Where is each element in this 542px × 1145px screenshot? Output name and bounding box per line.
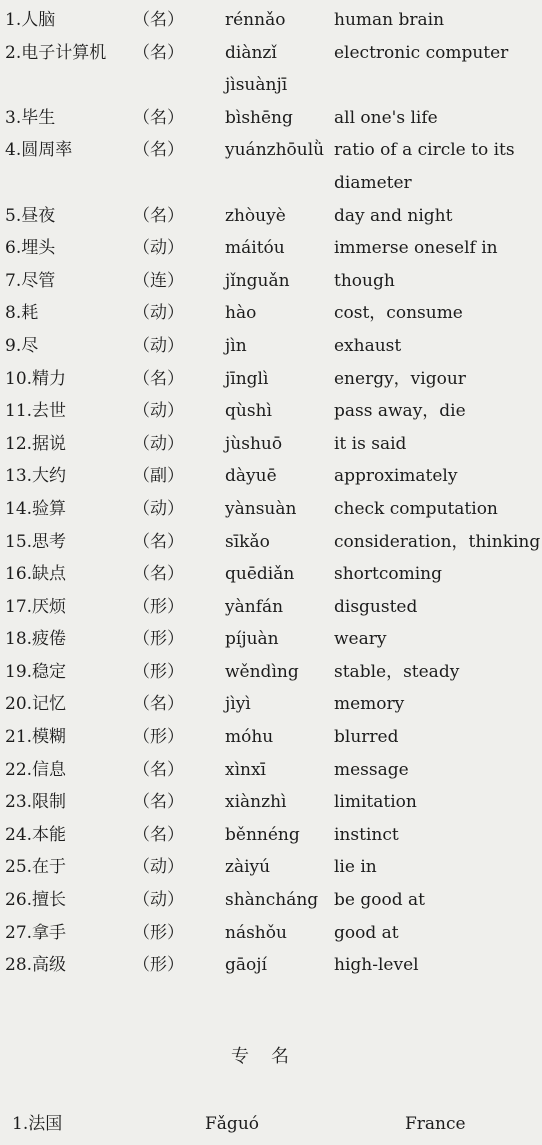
vocab-index: 8. (5, 303, 22, 324)
vocab-chinese: 在于 (32, 857, 67, 878)
vocab-pinyin: jǐnguǎn (225, 270, 290, 291)
vocab-word (5, 786, 66, 819)
vocab-pinyin: yànsuàn (225, 498, 297, 519)
vocab-index: 25. (5, 857, 33, 878)
vocab-row (0, 851, 542, 884)
vocab-meaning: though (334, 270, 395, 291)
vocab-pinyin: jìn (225, 335, 247, 356)
vocab-meaning: high-level (334, 955, 419, 976)
vocab-chinese: 验算 (32, 498, 67, 519)
vocab-chinese: 缺点 (32, 564, 67, 585)
vocab-word (5, 884, 66, 917)
vocab-meaning: limitation (334, 792, 417, 813)
vocab-meaning: energy，vigour (334, 368, 466, 389)
vocabulary-list (0, 4, 542, 982)
vocab-pos: （形） (133, 596, 184, 617)
vocab-index: 13. (5, 466, 33, 487)
vocab-chinese: 限制 (32, 792, 67, 813)
vocab-meaning: exhaust (334, 335, 402, 356)
vocab-pos: （动） (133, 401, 184, 422)
vocab-row (0, 460, 542, 493)
vocab-meaning: day and night (334, 205, 453, 226)
vocab-pos: （名） (133, 694, 184, 715)
vocab-word (5, 721, 66, 754)
vocab-pos: （名） (133, 564, 184, 585)
vocab-chinese: 拿手 (32, 922, 67, 943)
vocab-pos: （动） (133, 433, 184, 454)
vocab-row (0, 428, 542, 461)
vocab-index: 5. (5, 205, 22, 226)
vocab-index: 14. (5, 498, 33, 519)
vocab-chinese: 精力 (32, 368, 67, 389)
vocab-meaning: ratio of a circle to its (334, 140, 515, 161)
vocab-row (0, 297, 542, 330)
vocab-chinese: 尽管 (21, 270, 56, 291)
vocab-chinese: 埋头 (21, 238, 56, 259)
vocab-pos: （名） (133, 368, 184, 389)
vocab-word (5, 134, 72, 167)
vocab-pos: （副） (133, 466, 184, 487)
vocab-chinese: 大约 (32, 466, 67, 487)
vocab-pinyin: zàiyú (225, 857, 271, 878)
vocab-pinyin-continued: jìsuànjī (225, 75, 288, 96)
vocab-chinese: 昼夜 (21, 205, 56, 226)
vocab-meaning: message (334, 759, 409, 780)
vocab-index: 23. (5, 792, 33, 813)
vocab-meaning: human brain (334, 10, 445, 30)
vocab-pos: （动） (133, 238, 184, 259)
vocab-index: 12. (5, 433, 33, 454)
vocab-index: 7. (5, 270, 22, 291)
vocab-meaning: shortcoming (334, 564, 443, 585)
vocab-row (0, 949, 542, 982)
vocab-word (5, 493, 66, 526)
vocab-pos: （名） (133, 10, 184, 30)
vocab-pos: （名） (133, 824, 184, 845)
vocab-row (0, 819, 542, 852)
vocab-row (0, 721, 542, 754)
vocab-meaning: instinct (334, 824, 399, 845)
vocab-index: 27. (5, 922, 33, 943)
vocab-word (5, 688, 66, 721)
vocab-pinyin: zhòuyè (225, 205, 286, 226)
vocab-word (5, 851, 66, 884)
vocab-word (5, 265, 55, 298)
vocab-pinyin: rénnǎo (225, 10, 286, 30)
vocab-meaning: be good at (334, 890, 425, 911)
vocab-pos: （名） (133, 531, 184, 552)
vocab-index: 11. (5, 401, 33, 422)
vocab-row (0, 200, 542, 233)
vocab-meaning: consideration，thinking (334, 531, 541, 552)
vocab-pos: （名） (133, 792, 184, 813)
vocab-pos: （名） (133, 107, 184, 128)
vocab-word (5, 4, 55, 37)
vocab-chinese: 擅长 (32, 890, 67, 911)
vocab-row (0, 37, 542, 102)
vocab-word (5, 200, 55, 233)
vocab-pinyin: máitóu (225, 238, 285, 259)
vocab-chinese: 毕生 (21, 107, 56, 128)
vocab-row (0, 623, 542, 656)
vocab-index: 2. (5, 42, 22, 63)
vocab-pinyin: sīkǎo (225, 531, 270, 552)
vocab-pinyin: yuánzhōulǜ (225, 140, 325, 161)
vocab-chinese: 圆周率 (21, 140, 73, 161)
vocab-word (5, 395, 66, 428)
vocab-index: 6. (5, 238, 22, 259)
vocab-meaning: good at (334, 922, 399, 943)
vocab-chinese: 稳定 (32, 661, 67, 682)
vocab-index: 18. (5, 629, 33, 650)
vocab-index: 15. (5, 531, 33, 552)
proper-name-meaning: France (405, 1114, 466, 1134)
vocab-pos: （连） (133, 270, 184, 291)
vocab-row (0, 688, 542, 721)
vocab-meaning: all one's life (334, 107, 438, 128)
vocab-row (0, 493, 542, 526)
vocab-pos: （动） (133, 335, 184, 356)
vocab-word (5, 558, 66, 591)
vocab-pos: （名） (133, 140, 184, 161)
vocab-word (5, 949, 66, 982)
vocab-pos: （名） (133, 759, 184, 780)
vocab-pinyin: hào (225, 303, 257, 324)
vocab-meaning: weary (334, 629, 387, 650)
vocab-chinese: 疲倦 (32, 629, 67, 650)
vocab-row (0, 591, 542, 624)
vocab-meaning: electronic computer (334, 42, 509, 63)
vocab-pinyin: běnnéng (225, 824, 300, 845)
vocab-pos: （动） (133, 498, 184, 519)
vocab-row (0, 754, 542, 787)
vocab-pinyin: bìshēng (225, 107, 293, 128)
vocab-word (5, 232, 55, 265)
vocab-meaning-continued: diameter (334, 172, 412, 193)
vocab-pos: （动） (133, 303, 184, 324)
vocab-meaning: stable，steady (334, 661, 460, 682)
vocab-meaning: disgusted (334, 596, 418, 617)
vocab-pos: （名） (133, 42, 184, 63)
vocab-row (0, 232, 542, 265)
vocab-index: 21. (5, 727, 33, 748)
proper-name-row (0, 1108, 542, 1140)
vocab-pos: （形） (133, 955, 184, 976)
vocab-word (5, 297, 38, 330)
vocab-chinese: 模糊 (32, 727, 67, 748)
vocab-chinese: 厌烦 (32, 596, 67, 617)
vocab-word (5, 819, 66, 852)
vocab-meaning: it is said (334, 433, 407, 454)
vocab-pinyin: jīnglì (225, 368, 269, 389)
vocab-row (0, 656, 542, 689)
vocab-index: 9. (5, 335, 22, 356)
vocab-pinyin: quēdiǎn (225, 564, 295, 585)
vocab-chinese: 去世 (32, 401, 67, 422)
vocab-word (5, 623, 66, 656)
vocab-pinyin: wěndìng (225, 661, 299, 682)
vocab-pos: （形） (133, 727, 184, 748)
vocab-meaning: pass away，die (334, 401, 466, 422)
vocab-index: 10. (5, 368, 33, 389)
vocab-pinyin: píjuàn (225, 629, 279, 650)
vocab-index: 19. (5, 661, 33, 682)
vocab-index: 17. (5, 596, 33, 617)
vocab-word (5, 428, 66, 461)
vocab-chinese: 电子计算机 (21, 42, 107, 63)
vocab-row (0, 363, 542, 396)
vocab-word (5, 591, 66, 624)
vocab-meaning: lie in (334, 857, 377, 878)
vocab-index: 26. (5, 890, 33, 911)
vocab-row (0, 330, 542, 363)
vocab-row (0, 102, 542, 135)
vocab-pinyin: shàncháng (225, 890, 319, 911)
vocab-index: 3. (5, 107, 22, 128)
vocab-pos: （名） (133, 205, 184, 226)
vocab-index: 28. (5, 955, 33, 976)
vocab-word (5, 526, 66, 559)
vocab-pinyin: xiànzhì (225, 792, 287, 813)
vocab-pinyin: qùshì (225, 401, 272, 422)
vocab-chinese: 记忆 (32, 694, 67, 715)
vocab-word (5, 656, 66, 689)
vocab-word (5, 330, 38, 363)
vocab-row (0, 134, 542, 199)
vocab-pinyin: xìnxī (225, 759, 266, 780)
vocab-meaning: approximately (334, 466, 458, 487)
vocab-pinyin: náshǒu (225, 922, 287, 943)
vocab-pinyin: móhu (225, 727, 274, 748)
vocab-word (5, 460, 66, 493)
vocab-word (5, 917, 66, 950)
vocab-chinese: 高级 (32, 955, 67, 976)
vocab-pos: （形） (133, 661, 184, 682)
vocab-pos: （动） (133, 857, 184, 878)
vocab-row (0, 558, 542, 591)
proper-name-pinyin: Fǎguó (205, 1114, 259, 1134)
vocab-row (0, 917, 542, 950)
vocab-row (0, 4, 542, 37)
vocab-row (0, 526, 542, 559)
vocab-chinese: 信息 (32, 759, 67, 780)
vocab-chinese: 尽 (21, 335, 39, 356)
vocab-pinyin: diànzǐ (225, 42, 277, 63)
vocab-chinese: 耗 (21, 303, 39, 324)
vocab-chinese: 据说 (32, 433, 67, 454)
vocab-chinese: 本能 (32, 824, 67, 845)
vocab-meaning: immerse oneself in (334, 238, 498, 259)
vocab-meaning: blurred (334, 727, 399, 748)
vocab-index: 24. (5, 824, 33, 845)
vocab-pinyin: dàyuē (225, 466, 277, 487)
vocab-pinyin: yànfán (225, 596, 284, 617)
vocab-index: 4. (5, 140, 22, 161)
vocab-meaning: memory (334, 694, 405, 715)
vocab-word (5, 102, 55, 135)
vocab-index: 16. (5, 564, 33, 585)
vocab-meaning: cost，consume (334, 303, 463, 324)
vocab-pos: （动） (133, 890, 184, 911)
vocab-row (0, 884, 542, 917)
vocab-word (5, 363, 66, 396)
vocab-pos: （形） (133, 922, 184, 943)
vocab-pinyin: jùshuō (225, 433, 283, 454)
vocab-chinese: 思考 (32, 531, 67, 552)
vocab-row (0, 265, 542, 298)
vocab-chinese: 人脑 (21, 10, 56, 30)
proper-name-word: 1.法国 (12, 1114, 63, 1134)
vocab-pos: （形） (133, 629, 184, 650)
vocab-row (0, 786, 542, 819)
vocab-word (5, 37, 106, 70)
vocab-pinyin: jìyì (225, 694, 251, 715)
vocab-pinyin: gāojí (225, 955, 267, 976)
vocab-meaning: check computation (334, 498, 498, 519)
vocab-word (5, 754, 66, 787)
vocab-index: 22. (5, 759, 33, 780)
proper-names-title: 专名 (231, 1046, 311, 1067)
vocab-index: 20. (5, 694, 33, 715)
vocab-row (0, 395, 542, 428)
vocab-index: 1. (5, 10, 22, 30)
